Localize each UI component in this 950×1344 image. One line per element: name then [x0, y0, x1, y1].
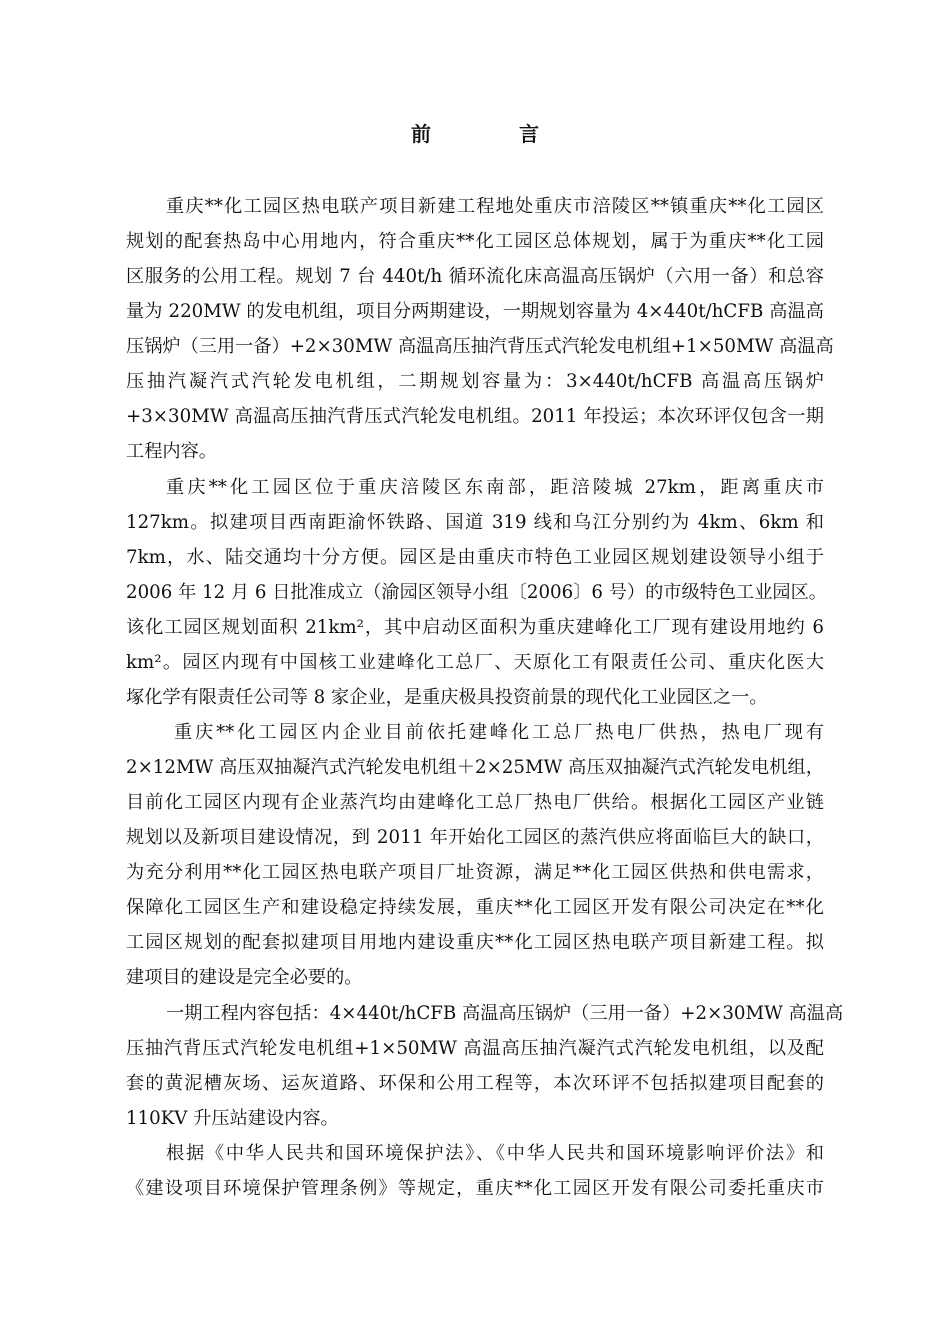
paragraph-necessity: [126, 715, 824, 995]
text-line: 工园区规划的配套拟建项目用地内建设重庆**化工园区热电联产项目新建工程。拟: [126, 932, 824, 953]
text-line: 压抽汽凝汽式汽轮发电机组，二期规划容量为：3×440t/hCFB 高温高压锅炉: [126, 371, 824, 392]
text-line: 7km，水、陆交通均十分方便。园区是由重庆市特色工业园区规划建设领导小组于: [126, 547, 824, 568]
text-line: 127km。拟建项目西南距渝怀铁路、国道 319 线和乌江分别约为 4km、6km 和: [126, 512, 824, 533]
text-line: +3×30MW 高温高压抽汽背压式汽轮发电机组。2011 年投运；本次环评仅包含一期: [126, 406, 824, 427]
document-title: 前 言: [411, 122, 573, 146]
text-line: 量为 220MW 的发电机组，项目分两期建设，一期规划容量为 4×440t/hCFB 高温高: [126, 301, 824, 322]
text-line: 重庆**化工园区热电联产项目新建工程地处重庆市涪陵区**镇重庆**化工园区: [166, 196, 824, 217]
text-line: 区服务的公用工程。规划 7 台 440t/h 循环流化床高温高压锅炉（六用一备）和总容: [126, 266, 824, 287]
text-line: 塚化学有限责任公司等 8 家企业，是重庆极具投资前景的现代化工业园区之一。: [126, 687, 768, 708]
text-line: 建项目的建设是完全必要的。: [126, 967, 363, 988]
text-line: 为充分利用**化工园区热电联产项目厂址资源，满足**化工园区供热和供电需求，: [126, 862, 824, 883]
text-line: 规划以及新项目建设情况，到 2011 年开始化工园区的蒸汽供应将面临巨大的缺口，: [126, 827, 824, 848]
text-line: 一期工程内容包括：4×440t/hCFB 高温高压锅炉（三用一备）+2×30MW 高温高: [166, 1003, 844, 1024]
text-line: 根据《中华人民共和国环境保护法》、《中华人民共和国环境影响评价法》和: [166, 1143, 824, 1164]
text-line: 该化工园区规划面积 21km²，其中启动区面积为重庆建峰化工厂现有建设用地约 6: [126, 617, 824, 638]
text-line: km²。园区内现有中国核工业建峰化工总厂、天原化工有限责任公司、重庆化医大: [126, 652, 824, 673]
text-line: 压抽汽背压式汽轮发电机组+1×50MW 高温高压抽汽凝汽式汽轮发电机组，以及配: [126, 1038, 824, 1059]
paragraph-legal-basis: [126, 1136, 824, 1206]
text-line: 《建设项目环境保护管理条例》等规定，重庆**化工园区开发有限公司委托重庆市: [126, 1178, 824, 1199]
text-line: 重庆**化工园区内企业目前依托建峰化工总厂热电厂供热，热电厂现有: [174, 722, 824, 743]
paragraph-project-overview: [126, 189, 834, 469]
text-line: 套的黄泥槽灰场、运灰道路、环保和公用工程等，本次环评不包括拟建项目配套的: [126, 1073, 824, 1094]
text-line: 110KV 升压站建设内容。: [126, 1108, 339, 1129]
text-line: 规划的配套热岛中心用地内，符合重庆**化工园区总体规划，属于为重庆**化工园: [126, 231, 824, 252]
text-line: 2006 年 12 月 6 日批准成立（渝园区领导小组〔2006〕6 号）的市级特色工业园区。: [126, 582, 827, 603]
text-line: 2×12MW 高压双抽凝汽式汽轮发电机组＋2×25MW 高压双抽凝汽式汽轮发电机组，: [126, 757, 824, 778]
text-line: 工程内容。: [126, 441, 217, 462]
paragraph-phase-one-scope: [126, 996, 844, 1136]
text-line: 保障化工园区生产和建设稳定持续发展，重庆**化工园区开发有限公司决定在**化: [126, 897, 824, 918]
text-line: 目前化工园区内现有企业蒸汽均由建峰化工总厂热电厂供给。根据化工园区产业链: [126, 792, 824, 813]
paragraph-park-location: [126, 470, 827, 715]
text-line: 重庆**化工园区位于重庆涪陵区东南部，距涪陵城 27km，距离重庆市: [166, 477, 824, 498]
text-line: 压锅炉（三用一备）+2×30MW 高温高压抽汽背压式汽轮发电机组+1×50MW 高温高: [126, 336, 834, 357]
